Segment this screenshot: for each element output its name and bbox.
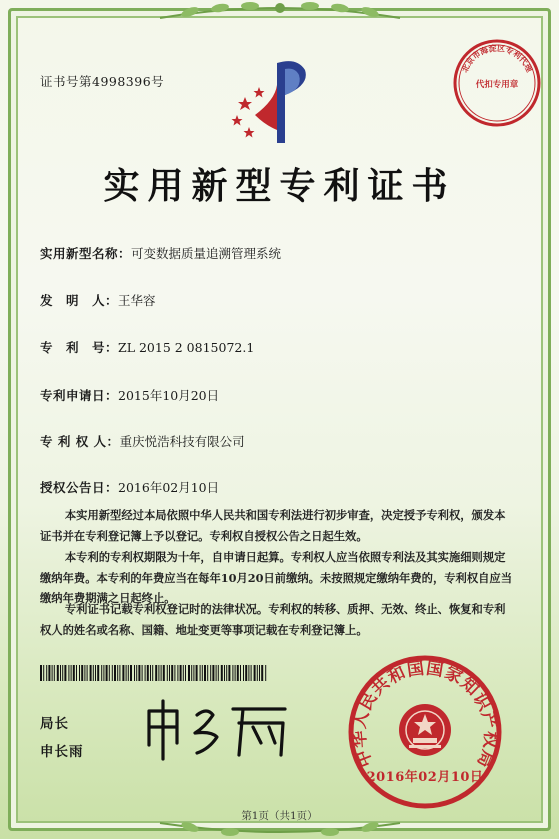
national-emblem-icon xyxy=(399,704,451,756)
paragraph-legal-status: 专利证书记载专利权登记时的法律状况。专利权的转移、质押、无效、终止、恢复和专利权人的姓名或名称、国籍、地址变更等事项记载在专利登记簿上。 xyxy=(40,602,506,637)
sipo-official-seal-icon xyxy=(345,652,505,812)
field-utility-model-name xyxy=(40,244,281,262)
sipo-logo-icon xyxy=(225,55,325,150)
field-value: 可变数据质量追溯管理系统 xyxy=(131,246,282,261)
field-label: 实用新型名称： xyxy=(40,246,132,261)
field-value: 王华容 xyxy=(118,293,156,308)
page-number: 第1页（共1页） xyxy=(241,810,318,822)
field-value: 重庆悦浩科技有限公司 xyxy=(119,434,245,449)
agency-seal-icon xyxy=(452,38,542,128)
field-value: 2016年02月10日 xyxy=(118,480,220,495)
seal-date: 2016年02月10日 xyxy=(366,770,484,785)
field-patent-holder xyxy=(40,432,245,450)
field-label: 专利申请日： xyxy=(40,388,119,403)
paragraph-term-fees: 本专利的专利权期限为十年，自申请日起算。专利权人应当依照专利法及其实施细则规定缴纳年费。本专利的年费应当在每年10月20日前缴纳。未按照规定缴纳年费的，专利权自应当缴纳年费期满之日起终止。 xyxy=(40,550,513,605)
director-name: 申长雨 xyxy=(40,744,84,760)
field-value: ZL 2015 2 0815072.1 xyxy=(118,340,255,355)
certificate-number: 证书号第4998396号 xyxy=(40,74,165,89)
svg-text:北京市海淀区专利代理: 北京市海淀区专利代理 xyxy=(459,42,535,74)
svg-text:中华人民共和国国家知识产权局: 中华人民共和国国家知识产权局 xyxy=(349,658,501,772)
barcode-icon xyxy=(40,665,268,681)
director-signature-icon xyxy=(135,693,295,763)
leaf-ornament-top xyxy=(150,0,410,28)
certificate-title: 实用新型专利证书 xyxy=(103,165,456,207)
svg-text:代扣专用章: 代扣专用章 xyxy=(475,80,519,90)
paragraph-grant-statement: 本实用新型经过本局依照中华人民共和国专利法进行初步审查，决定授予专利权，颁发本证书并在专利登记簿上予以登记。专利权自授权公告之日起生效。 xyxy=(40,508,506,543)
director-title: 局长 xyxy=(40,716,69,732)
field-filing-date xyxy=(40,386,219,404)
field-inventor xyxy=(40,291,156,309)
field-value: 2015年10月20日 xyxy=(118,388,220,403)
field-label: 发 明 人： xyxy=(40,293,119,308)
field-label: 专 利 权 人： xyxy=(40,434,120,449)
field-patent-number xyxy=(40,338,254,356)
field-label: 专 利 号： xyxy=(40,340,119,355)
field-label: 授权公告日： xyxy=(40,480,119,495)
field-grant-date xyxy=(40,478,219,496)
